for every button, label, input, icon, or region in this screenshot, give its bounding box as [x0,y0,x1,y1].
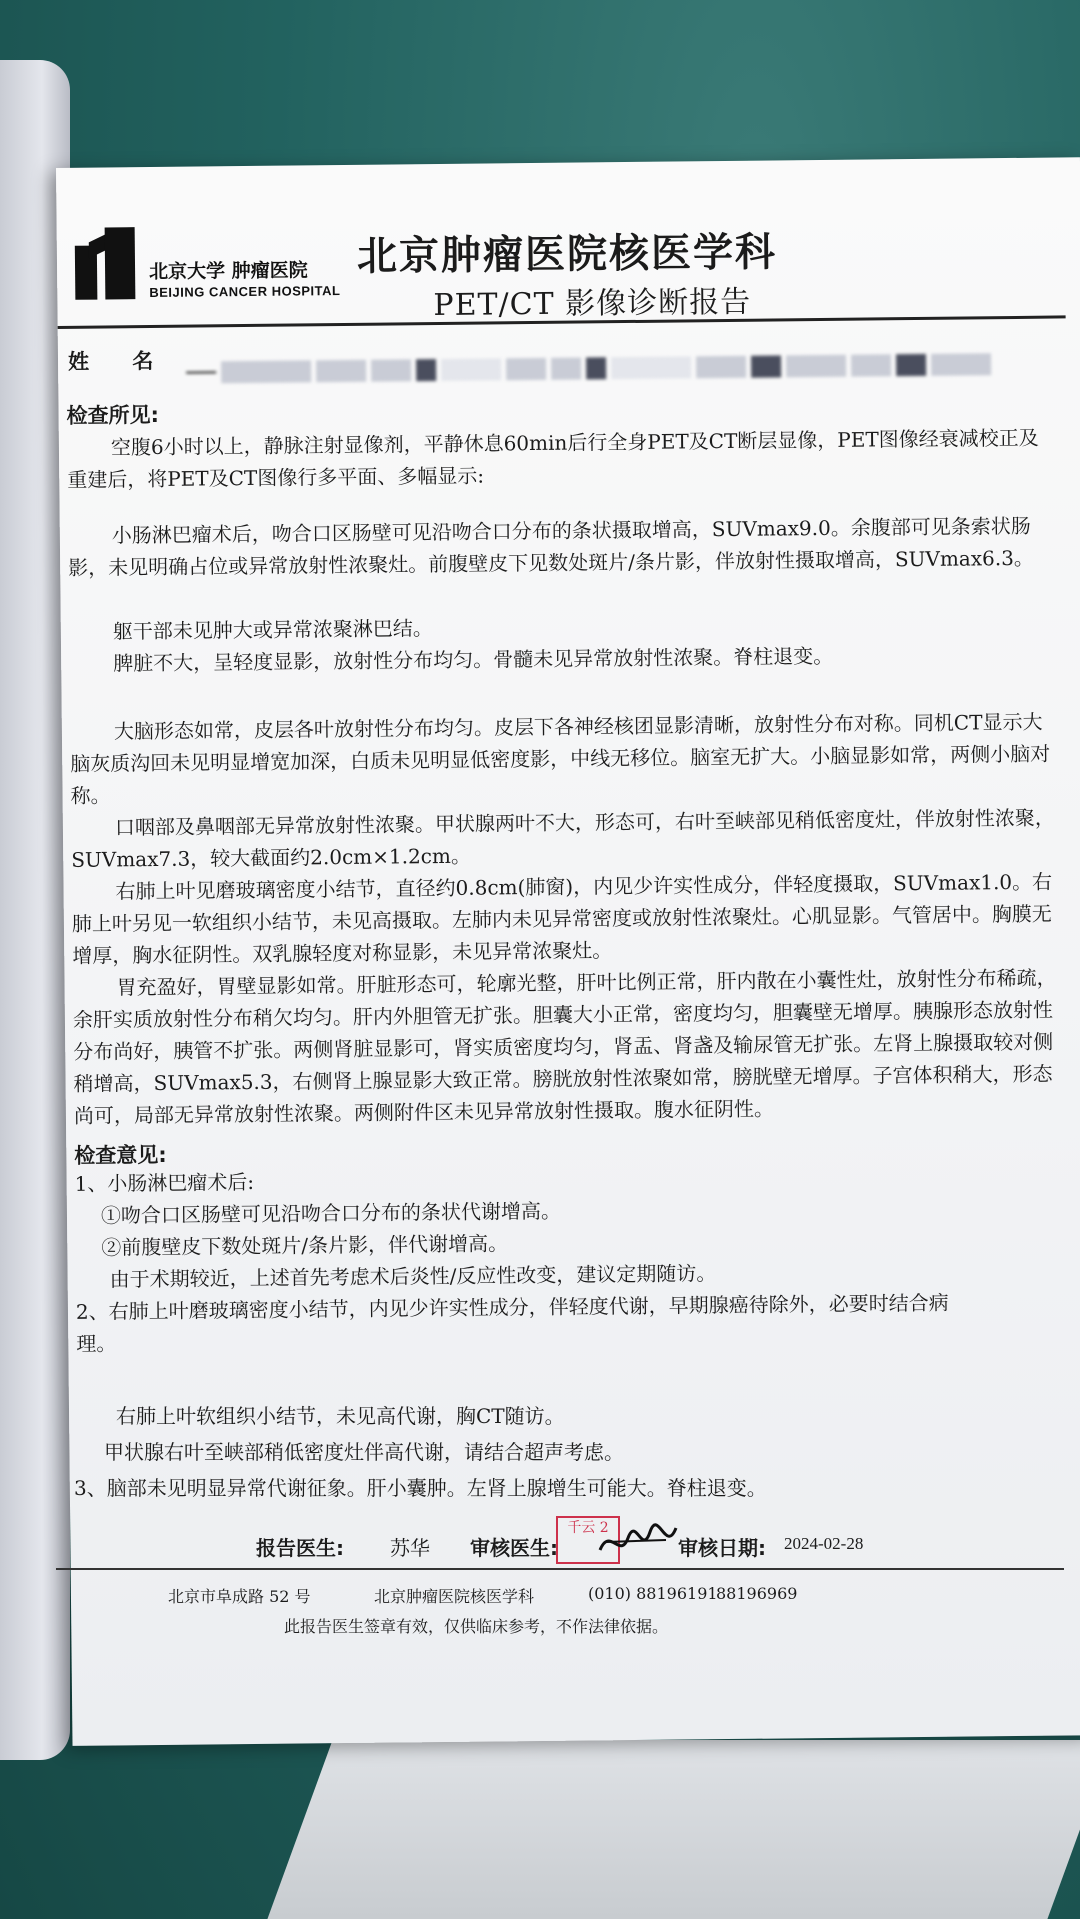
opinion-heading: 检查意见: [74,1142,167,1168]
patient-info-row [66,329,1066,389]
name-label: 姓 名 [67,348,172,374]
footer-address: 北京市阜成路 52 号 [168,1587,311,1606]
opinion-line: 理。 [76,1331,117,1356]
opinion-line: 右肺上叶软组织小结节，未见高代谢，胸CT随访。 [116,1404,565,1428]
findings-paragraph: 胃充盈好，胃壁显影如常。肝脏形态可，轮廓光整，肝叶比例正常，肝内散在小囊性灶，放射性分布稀疏，余肝实质放射性分布稍欠均匀。肝内外胆管无扩张。胆囊大小正常，密度均匀，胆囊壁无增厚。胰腺形态放射性分布尚好，胰管不扩张。两侧肾脏显影可，肾实质密度均匀，肾盂、肾盏及输尿管无扩张。左肾上腺摄取较对侧稍增高，SUVmax5.3，右侧肾上腺显影大致正常。膀胱放射性浓聚如常，膀胱壁无增厚。子宫体积稍大，形态尚可，局部无异常放射性浓聚。两侧附件区未见异常放射性摄取。腹水征阴性。 [72,965,1057,1128]
opinion-line: ②前腹壁皮下数处斑片/条片影，伴代谢增高。 [101,1231,509,1260]
review-doctor-label: 审核医生: [470,1536,558,1560]
review-date-label: 审核日期: [678,1536,766,1560]
report-doctor-label: 报告医生: [256,1536,344,1560]
footer-phone-1: (010) 88196191 [588,1584,718,1603]
signature-row [56,1520,1064,1564]
findings-paragraph: 躯干部未见肿大或异常浓聚淋巴结。 [112,616,433,644]
redacted-patient-info [186,337,1066,398]
report-title: PET/CT 影像诊断报告 [433,284,752,324]
review-signature [596,1520,680,1564]
review-stamp: 千云 2 [556,1516,620,1564]
opinion-line: ①吻合口区肠壁可见沿吻合口分布的条状代谢增高。 [100,1198,562,1228]
findings-heading: 检查所见: [66,402,160,428]
report-lower-section [56,1400,1080,1746]
department-title: 北京肿瘤医院核医学科 [356,229,778,280]
report-doctor-name: 苏华 [390,1536,430,1560]
findings-paragraph: 口咽部及鼻咽部无异常放射性浓聚。甲状腺两叶不大，形态可，右叶至峡部见稍低密度灶，伴放射性浓聚，SUVmax7.3，较大截面约2.0cm×1.2cm。 [71,805,1055,872]
opinion-line: 1、小肠淋巴瘤术后: [74,1169,255,1196]
footer-department: 北京肿瘤医院核医学科 [374,1587,535,1606]
footer-disclaimer: 此报告医生签章有效，仅供临床参考，不作法律依据。 [284,1617,669,1636]
findings-paragraph: 大脑形态如常，皮层各叶放射性分布均匀。皮层下各神经核团显影清晰，放射性分布对称。同机CT显示大脑灰质沟回未见明显增宽加深，白质未见明显低密度影，中线无移位。脑室无扩大。小脑显影如常，两侧小脑对称。 [70,709,1051,808]
findings-paragraph: 右肺上叶见磨玻璃密度小结节，直径约0.8cm(肺窗)，内见少许实性成分，伴轻度摄取，SUVmax1.0。右肺上叶另见一软组织小结节，未见高摄取。左肺内未见异常密度或放射性浓聚灶。心肌显影。气管居中。胸膜无增厚，胸水征阴性。双乳腺轻度对称显影，未见异常浓聚灶。 [71,869,1053,968]
opinion-line: 由于术期较近，上述首先考虑术后炎性/反应性改变，建议定期随访。 [109,1261,717,1292]
logo-chinese-text: 北京大学 肿瘤医院 [148,259,308,284]
signature-divider [56,1568,1064,1570]
opinion-line: 3、脑部未见明显异常代谢征象。肝小囊肿。左肾上腺增生可能大。脊柱退变。 [74,1476,767,1500]
logo-english-text: BEIJING CANCER HOSPITAL [149,283,341,301]
opinion-line: 2、右肺上叶磨玻璃密度小结节，内见少许实性成分，伴轻度代谢，早期腺癌待除外，必要时结合病 [75,1290,949,1324]
hospital-logo-icon [75,227,136,300]
opinion-line: 甲状腺右叶至峡部稍低密度灶伴高代谢，请结合超声考虑。 [104,1440,624,1464]
footer-phone-2: 88196969 [716,1584,798,1603]
findings-paragraph: 脾脏不大，呈轻度显影，放射性分布均匀。骨髓未见异常放射性浓聚。脊柱退变。 [113,643,834,676]
findings-paragraph: 小肠淋巴瘤术后，吻合口区肠壁可见沿吻合口分布的条状摄取增高，SUVmax9.0。余腹部可见条索状肠影，未见明确占位或异常放射性浓聚灶。前腹壁皮下见数处斑片/条片影，伴放射性摄取增高，SUVmax6.3。 [68,513,1034,580]
background-cloth [267,1740,1080,1919]
review-date: 2024-02-28 [784,1534,864,1553]
findings-paragraph: 空腹6小时以上，静脉注射显像剂，平静休息60min后行全身PET及CT断层显像，PET图像经衰减校正及重建后，将PET及CT图像行多平面、多幅显示: [67,425,1039,492]
